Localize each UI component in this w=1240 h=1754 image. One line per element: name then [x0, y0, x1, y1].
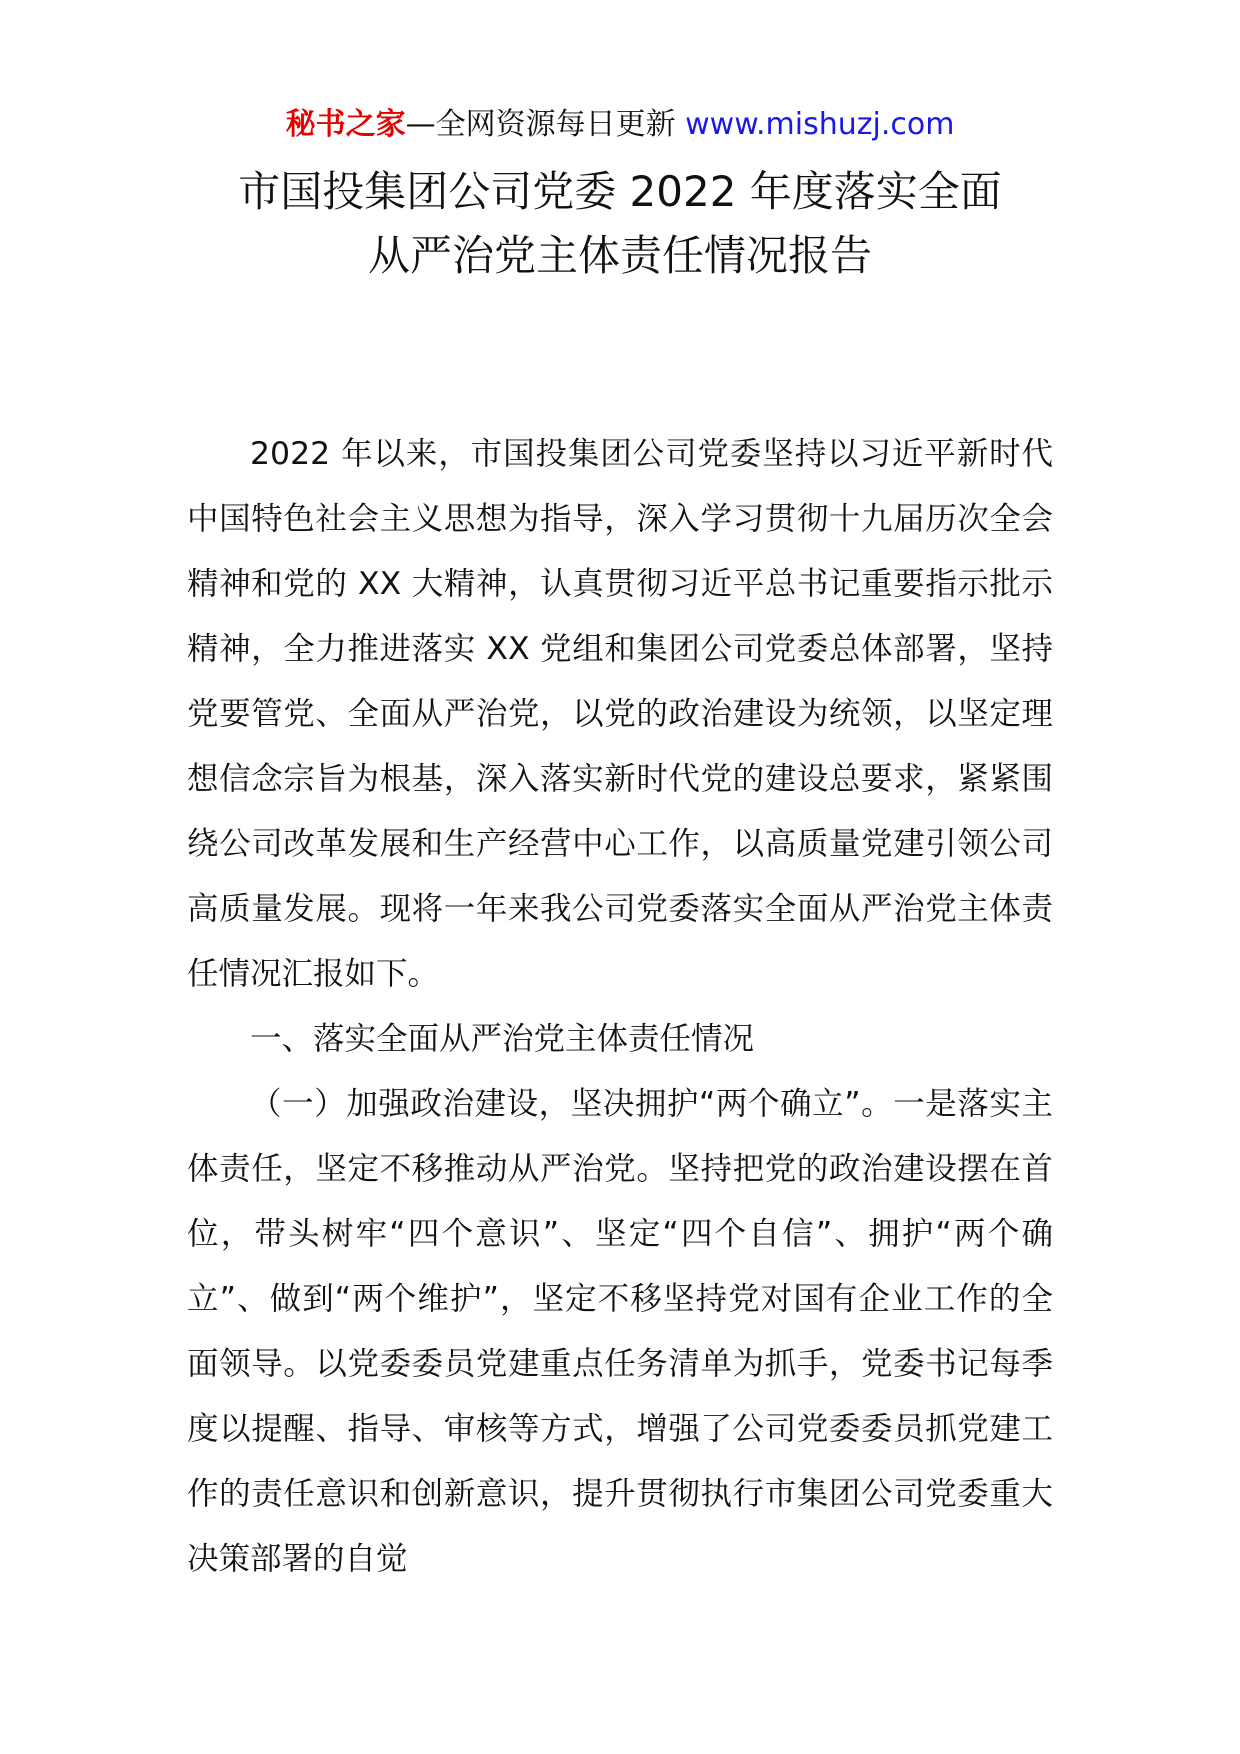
- document-title: [0, 160, 1240, 288]
- watermark-brand: 秘书之家: [285, 107, 406, 142]
- subsection-paragraph: （一）加强政治建设，坚决拥护“两个确立”。一是落实主体责任，坚定不移推动从严治党。坚持把党的政治建设摆在首位，带头树牢“四个意识”、坚定“四个自信”、拥护“两个确立”、做到“两个维护”，坚定不移坚持党对国有企业工作的全面领导。以党委委员党建重点任务清单为抓手，党委书记每季度以提醒、指导、审核等方式，增强了公司党委委员抓党建工作的责任意识和创新意识，提升贯彻执行市集团公司党委重大决策部署的自觉: [187, 1086, 1053, 1577]
- watermark-slogan: —全网资源每日更新: [405, 107, 686, 142]
- intro-paragraph: 2022 年以来，市国投集团公司党委坚持以习近平新时代中国特色社会主义思想为指导，深入学习贯彻十九届历次全会精神和党的 XX 大精神，认真贯彻习近平总书记重要指示批示精神，全力推进落实 XX 党组和集团公司党委总体部署，坚持党要管党、全面从严治党，以党的政治建设为统领，以坚定理想信念宗旨为根基，深入落实新时代党的建设总要求，紧紧围绕公司改革发展和生产经营中心工作，以高质量党建引领公司高质量发展。现将一年来我公司党委落实全面从严治党主体责任情况汇报如下。: [187, 436, 1053, 992]
- document-body: [187, 422, 1053, 1592]
- title-line-1: 市国投集团公司党委 2022 年度落实全面: [238, 167, 1002, 216]
- watermark-url[interactable]: www.mishuzj.com: [685, 107, 955, 142]
- section-heading: 一、落实全面从严治党主体责任情况: [250, 1021, 755, 1057]
- title-line-2: 从严治党主体责任情况报告: [367, 231, 872, 280]
- watermark-banner: [0, 103, 1240, 147]
